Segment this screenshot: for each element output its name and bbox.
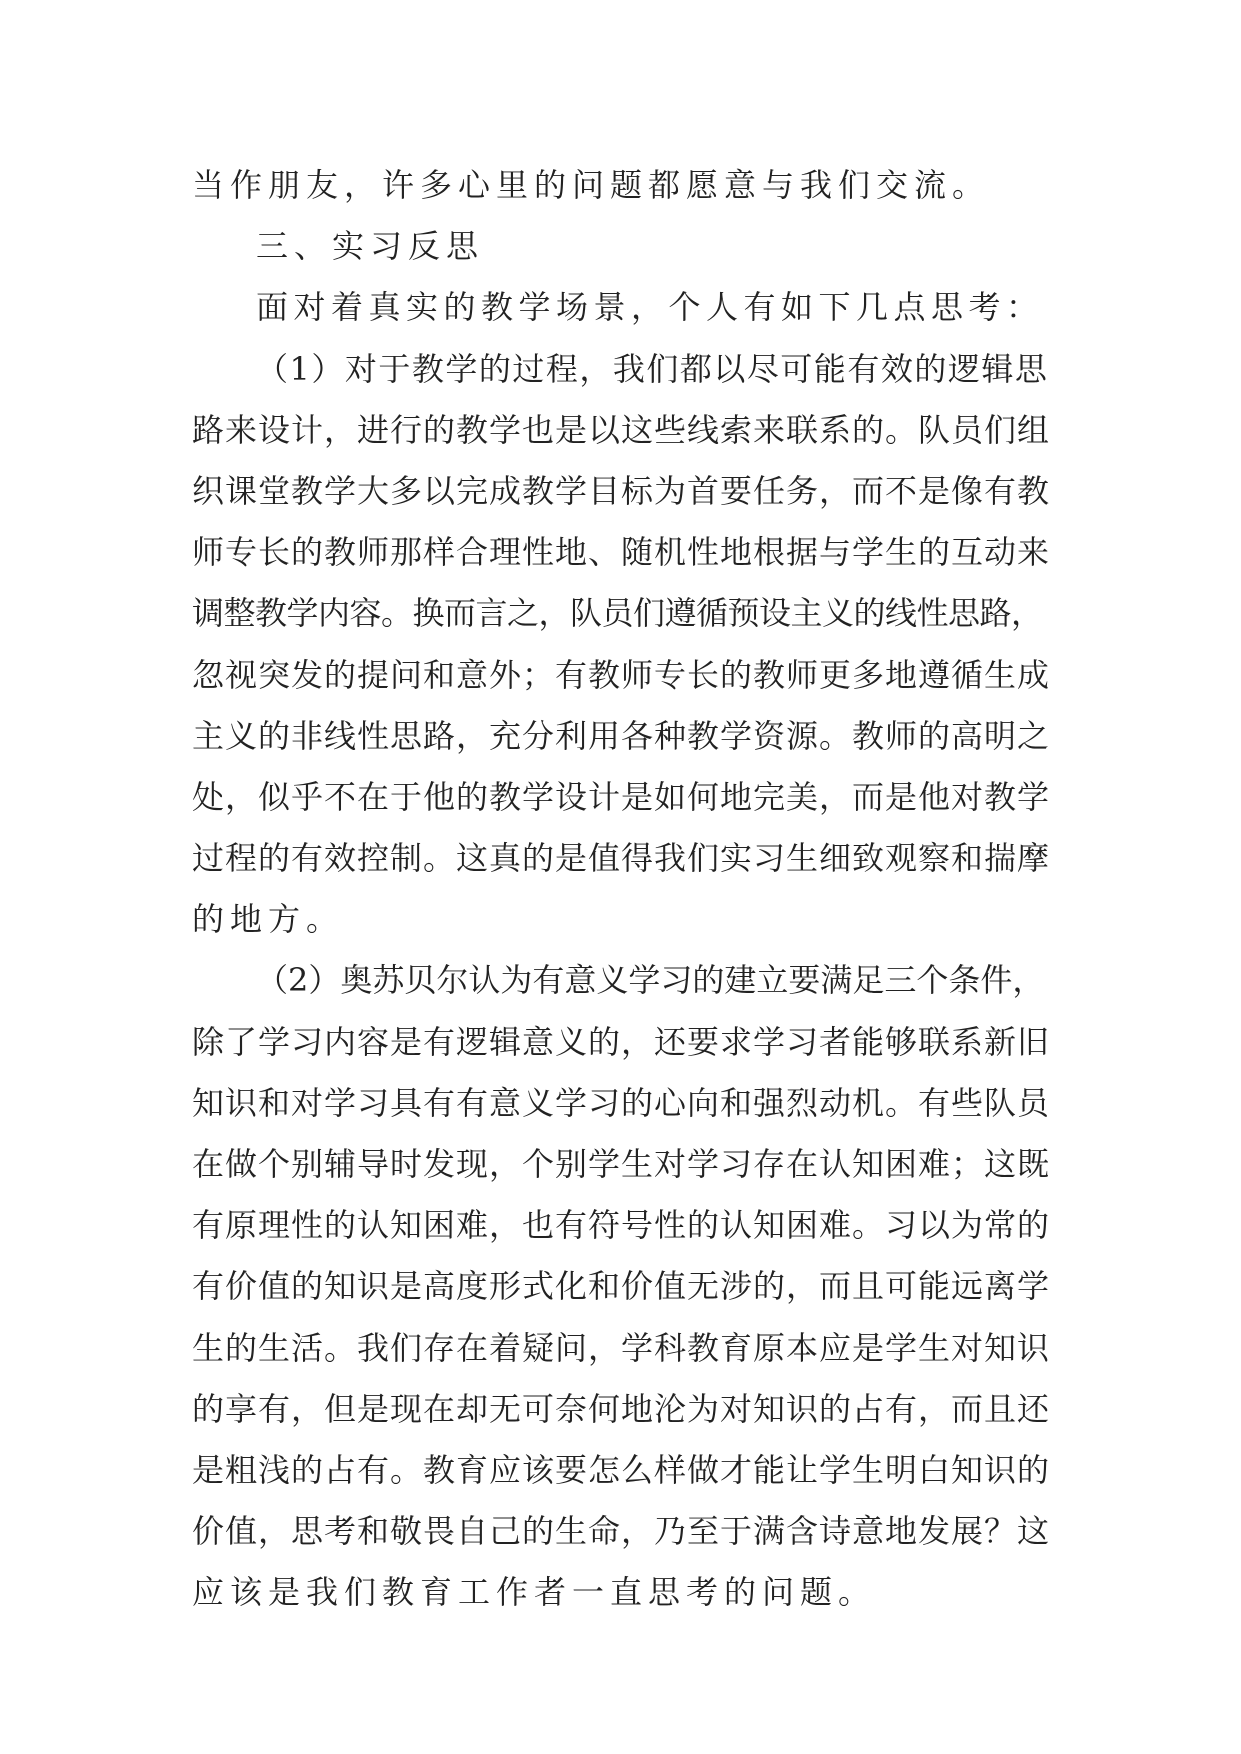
text-line: 应该是我们教育工作者一直思考的问题。	[192, 1573, 877, 1612]
text-line: （2）奥苏贝尔认为有意义学习的建立要满足三个条件，	[256, 961, 1045, 1000]
text-line: 织课堂教学大多以完成教学目标为首要任务，而不是像有教	[192, 471, 1051, 510]
text-line: 处，似乎不在于他的教学设计是如何地完美，而是他对教学	[192, 777, 1051, 816]
text-line: 有原理性的认知困难，也有符号性的认知困难。习以为常的	[192, 1206, 1051, 1245]
text-line: 忽视突发的提问和意外；有教师专长的教师更多地遵循生成	[192, 655, 1051, 694]
text-line: 是粗浅的占有。教育应该要怎么样做才能让学生明白知识的	[192, 1450, 1051, 1489]
text-line: 当作朋友，许多心里的问题都愿意与我们交流。	[192, 166, 991, 204]
text-line: 路来设计，进行的教学也是以这些线索来联系的。队员们组	[192, 410, 1051, 449]
text-line: 面对着真实的教学场景，个人有如下几点思考：	[256, 288, 1044, 327]
text-line: 师专长的教师那样合理性地、随机性地根据与学生的互动来	[192, 533, 1051, 572]
text-line: 生的生活。我们存在着疑问，学科教育原本应是学生对知识	[192, 1328, 1051, 1367]
text-line: 主义的非线性思路，充分利用各种教学资源。教师的高明之	[192, 716, 1051, 755]
text-line: 知识和对学习具有有意义学习的心向和强烈动机。有些队员	[192, 1083, 1051, 1122]
text-line: 除了学习内容是有逻辑意义的，还要求学习者能够联系新旧	[192, 1022, 1051, 1061]
text-line: 价值，思考和敬畏自己的生命，乃至于满含诗意地发展？这	[192, 1512, 1051, 1551]
text-line: 在做个别辅导时发现，个别学生对学习存在认知困难；这既	[192, 1145, 1051, 1183]
text-line: 三、实习反思	[256, 227, 485, 266]
text-line: 的地方。	[192, 900, 345, 939]
text-line: 调整教学内容。换而言之，队员们遵循预设主义的线性思路，	[192, 594, 1043, 633]
body-text	[192, 155, 1052, 1624]
text-line: （1）对于教学的过程，我们都以尽可能有效的逻辑思	[256, 349, 1049, 388]
text-line: 的享有，但是现在却无可奈何地沦为对知识的占有，而且还	[192, 1389, 1051, 1428]
text-line: 有价值的知识是高度形式化和价值无涉的，而且可能远离学	[192, 1267, 1051, 1306]
text-line: 过程的有效控制。这真的是值得我们实习生细致观察和揣摩	[192, 839, 1051, 878]
